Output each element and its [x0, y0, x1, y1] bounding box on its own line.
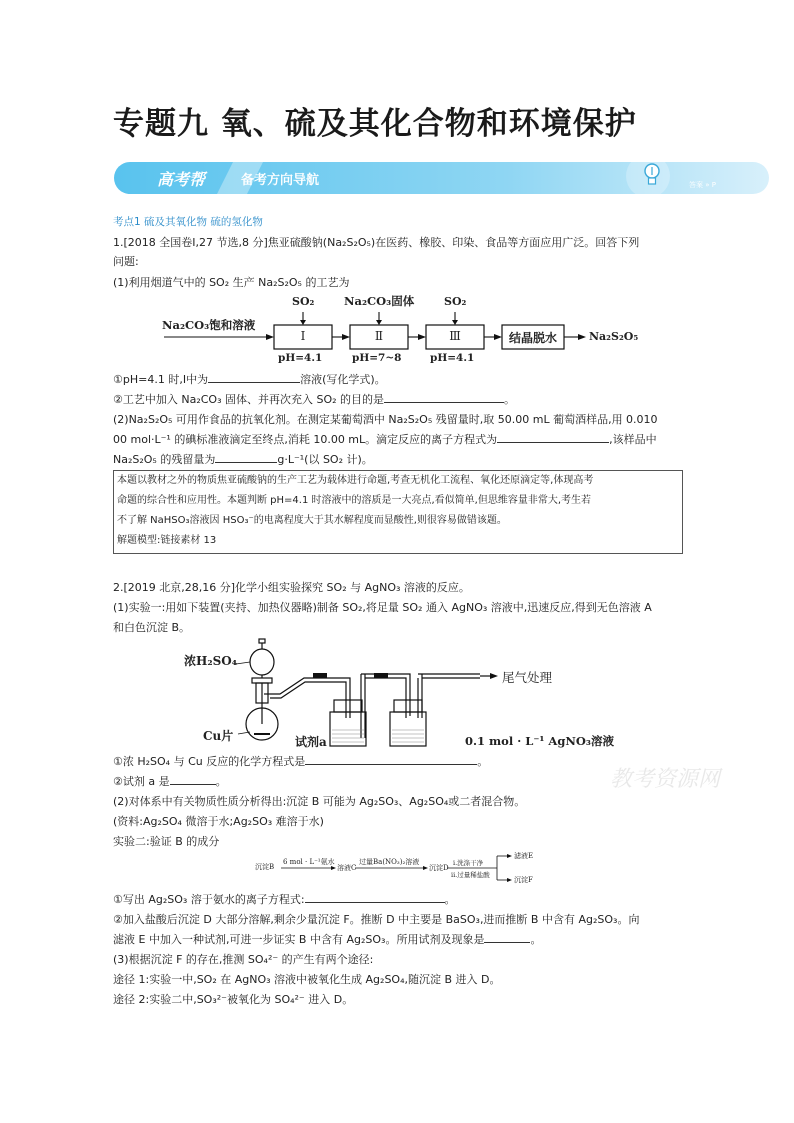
flow-box-2: Ⅱ [374, 329, 384, 343]
q1-part2-line2: 00 mol·L⁻¹ 的碘标准液滴定至终点,消耗 10.00 mL。滴定反应的离子方程式为 ,该样品中 [113, 430, 657, 450]
q2-exp1-line1: (1)实验一:用如下装置(夹持、加热仪器略)制备 SO₂,将足量 SO₂ 通入 AgNO₃ 溶液中,迅速反应,得到无色溶液 A [113, 601, 652, 614]
answer-blank[interactable] [215, 450, 277, 463]
process-flow-diagram [158, 290, 658, 374]
flow2-reagent-1: 6 mol · L⁻¹氨水 [283, 858, 335, 866]
q1-header: 1.[2018 全国卷Ⅰ,27 节选,8 分]焦亚硫酸钠(Na₂S₂O₅)在医药、橡胶、印染、食品等方面应用广泛。回答下列 [113, 236, 640, 249]
flow2-d: 沉淀D [429, 864, 449, 872]
flow-input-3: SO₂ [444, 295, 467, 308]
q2-header: 2.[2019 北京,28,16 分]化学小组实验探究 SO₂ 与 AgNO₃ 溶液的反应。 [113, 581, 470, 594]
apparatus-diagram [180, 638, 614, 752]
flow-box-3: Ⅲ [449, 329, 461, 343]
q2-sub1: ①浓 H₂SO₄ 与 Cu 反应的化学方程式是 。 [113, 752, 488, 772]
flow-box-4: 结晶脱水 [508, 331, 557, 345]
analysis-note-box [113, 470, 683, 554]
banner-sub: 备考方向导航 [241, 173, 320, 188]
q1-header-2: 问题: [113, 255, 139, 268]
q2-way-2: 途径 2:实验二中,SO₃²⁻被氧化为 SO₄²⁻ 进入 D。 [113, 993, 354, 1006]
banner-main: 高考帮 [157, 170, 206, 189]
note-line-2: 命题的综合性和应用性。本题判断 pH=4.1 时溶液中的溶质是一大亮点,看似简单,但思维容量非常大,考生若 [117, 495, 592, 506]
answer-blank[interactable] [384, 390, 504, 403]
q2-way-1: 途径 1:实验一中,SO₂ 在 AgNO₃ 溶液中被氧化生成 Ag₂SO₄,随沉淀 B 进入 D。 [113, 973, 501, 986]
flow2-f: 沉淀F [514, 876, 533, 884]
q2-part2: (2)对体系中有关物质性质分析得出:沉淀 B 可能为 Ag₂SO₃、Ag₂SO₄或二者混合物。 [113, 795, 526, 808]
flow-ph-1: pH=4.1 [278, 352, 323, 364]
flow-input-1: SO₂ [292, 295, 315, 308]
note-line-4: 解题模型:链接素材 13 [117, 535, 217, 546]
section-banner [113, 160, 773, 194]
flow-ph-3: pH=4.1 [430, 352, 475, 364]
answer-blank[interactable] [484, 930, 530, 943]
acid-label: 浓H₂SO₄ [184, 654, 237, 668]
lightbulb-icon [641, 160, 663, 194]
answer-label: 答案 » P [689, 181, 716, 189]
q1-sub2: ②工艺中加入 Na₂CO₃ 固体、并再次充入 SO₂ 的目的是 。 [113, 390, 515, 410]
answer-blank[interactable] [170, 772, 216, 785]
q1-sub1: ①pH=4.1 时,Ⅰ中为 溶液(写化学式)。 [113, 370, 386, 390]
agno3-label: 0.1 mol · L⁻¹ AgNO₃溶液 [465, 734, 614, 748]
section-heading: 考点1 硫及其氧化物 硫的氢化物 [113, 216, 263, 228]
flow2-reagent-2: 过量Ba(NO₃)₂溶液 [359, 858, 420, 866]
q2-exp1-line2: 和白色沉淀 B。 [113, 621, 191, 634]
note-line-1: 本题以教材之外的物质焦亚硫酸钠的生产工艺为载体进行命题,考查无机化工流程、氧化还原滴定等,体现高考 [117, 475, 594, 486]
q2-sub4-line1: ②加入盐酸后沉淀 D 大部分溶解,剩余少量沉淀 F。推断 D 中主要是 BaSO₃,进而推断 B 中含有 Ag₂SO₃。向 [113, 913, 640, 926]
note-line-3: 不了解 NaHSO₃溶液因 HSO₃⁻的电离程度大于其水解程度而显酸性,则很容易做错该题。 [117, 515, 507, 526]
q2-sub4-line2: 滤液 E 中加入一种试剂,可进一步证实 B 中含有 Ag₂SO₃。所用试剂及现象是 。 [113, 930, 541, 950]
q1-part2-line3: Na₂S₂O₅ 的残留量为 g·L⁻¹(以 SO₂ 计)。 [113, 450, 373, 470]
flow2-step-2: ii.过量稀盐酸 [451, 871, 490, 879]
flow2-c: 溶液C [337, 864, 357, 872]
q2-info: (资料:Ag₂SO₄ 微溶于水;Ag₂SO₃ 难溶于水) [113, 815, 324, 828]
q1-part2-line1: (2)Na₂S₂O₅ 可用作食品的抗氧化剂。在测定某葡萄酒中 Na₂S₂O₅ 残留量时,取 50.00 mL 葡萄酒样品,用 0.010 [113, 413, 658, 426]
flow-input-2: Na₂CO₃固体 [344, 294, 415, 308]
answer-blank[interactable] [208, 370, 300, 383]
flow-box-1: Ⅰ [300, 329, 306, 343]
page-title: 专题九 氧、硫及其化合物和环境保护 [113, 106, 637, 142]
tail-gas-label: 尾气处理 [502, 670, 553, 685]
q2-exp2: 实验二:验证 B 的成分 [113, 835, 220, 848]
flow-ph-2: pH=7~8 [352, 352, 402, 364]
q2-part3: (3)根据沉淀 F 的存在,推测 SO₄²⁻ 的产生有两个途径: [113, 953, 374, 966]
reagent-a-label: 试剂a [295, 735, 327, 749]
answer-blank[interactable] [305, 752, 477, 765]
q1-part1: (1)利用烟道气中的 SO₂ 生产 Na₂S₂O₅ 的工艺为 [113, 276, 350, 289]
flow2-e: 滤液E [514, 852, 534, 860]
cu-label: Cu片 [203, 729, 234, 743]
answer-blank[interactable] [305, 890, 445, 903]
watermark: 教考资源网 [610, 767, 721, 792]
flow-start: Na₂CO₃饱和溶液 [162, 318, 256, 332]
verification-flow-diagram [255, 848, 555, 890]
flow2-b: 沉淀B [255, 863, 275, 871]
q2-sub2: ②试剂 a 是 。 [113, 772, 227, 792]
flow2-step-1: i.洗涤干净 [453, 859, 484, 867]
q2-sub3: ①写出 Ag₂SO₃ 溶于氨水的离子方程式: 。 [113, 890, 456, 910]
flow-product: Na₂S₂O₅ [589, 330, 639, 343]
answer-blank[interactable] [497, 430, 609, 443]
